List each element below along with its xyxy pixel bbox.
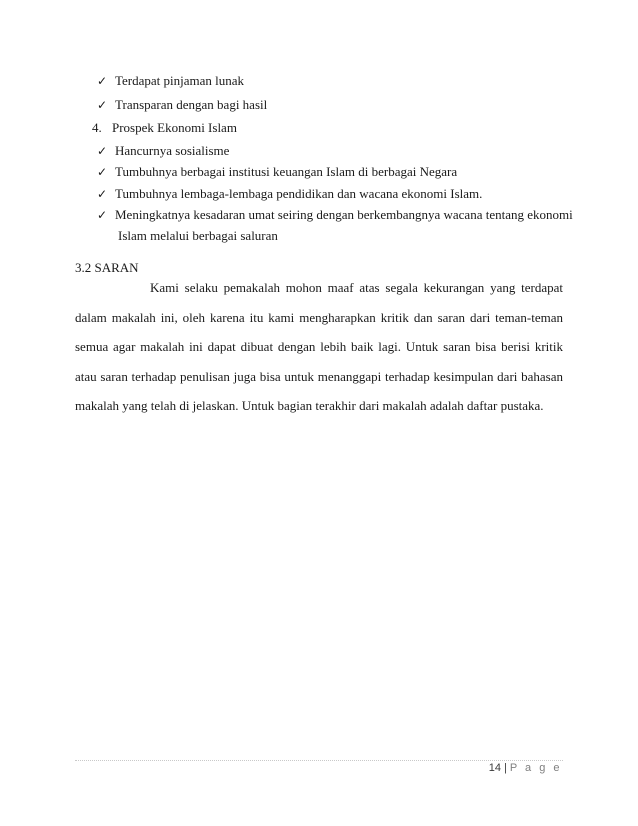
checkmark-icon: ✓ bbox=[97, 208, 108, 222]
page-number: 14 bbox=[488, 762, 501, 774]
list-number: 4. bbox=[92, 120, 102, 135]
checklist-item-text: Tumbuhnya lembaga-lembaga pendidikan dan wacana ekonomi Islam. bbox=[115, 186, 483, 201]
checklist-item-text: Meningkatnya kesadaran umat seiring dengan berkembangnya wacana tentang ekonomi bbox=[115, 207, 573, 222]
checkmark-icon: ✓ bbox=[97, 165, 108, 179]
page-footer bbox=[489, 762, 562, 774]
checklist-item bbox=[97, 96, 267, 114]
checkmark-icon: ✓ bbox=[97, 144, 108, 158]
checklist-item-text: Tumbuhnya berbagai institusi keuangan Islam di berbagai Negara bbox=[115, 164, 458, 179]
body-paragraph: Kami selaku pemakalah mohon maaf atas segala kekurangan yang terdapat dalam makalah ini, oleh karena itu kami mengharapkan kritik dan saran dari teman-teman semua agar makalah ini dapat dibuat dengan lebih baik lagi. Untuk saran bisa berisi kritik atau saran terhadap penulisan juga bisa untuk menanggapi terhadap kesimpulan dari bahasan makalah yang telah di jelaskan. Untuk bagian terakhir dari makalah adalah daftar pustaka. bbox=[75, 280, 563, 413]
checkmark-icon: ✓ bbox=[97, 74, 108, 88]
checklist-item bbox=[97, 142, 229, 160]
page-label: P a g e bbox=[509, 762, 562, 774]
footer-divider bbox=[75, 760, 563, 761]
checklist-item bbox=[97, 163, 457, 181]
checklist-item bbox=[97, 206, 573, 224]
checklist-item-text: Terdapat pinjaman lunak bbox=[115, 73, 245, 88]
section-heading: 3.2 SARAN bbox=[75, 260, 139, 275]
checklist-item-text: Transparan dengan bagi hasil bbox=[115, 97, 268, 112]
checklist-item-text: Hancurnya sosialisme bbox=[115, 143, 230, 158]
checklist-item bbox=[97, 72, 244, 90]
checkmark-icon: ✓ bbox=[97, 98, 108, 112]
checkmark-icon: ✓ bbox=[97, 187, 108, 201]
checklist-item bbox=[97, 185, 482, 203]
numbered-item-label: Prospek Ekonomi Islam bbox=[112, 120, 237, 135]
numbered-list-item bbox=[92, 119, 237, 137]
checklist-item-continuation: Islam melalui berbagai saluran bbox=[118, 228, 278, 243]
footer-separator: | bbox=[503, 762, 507, 774]
